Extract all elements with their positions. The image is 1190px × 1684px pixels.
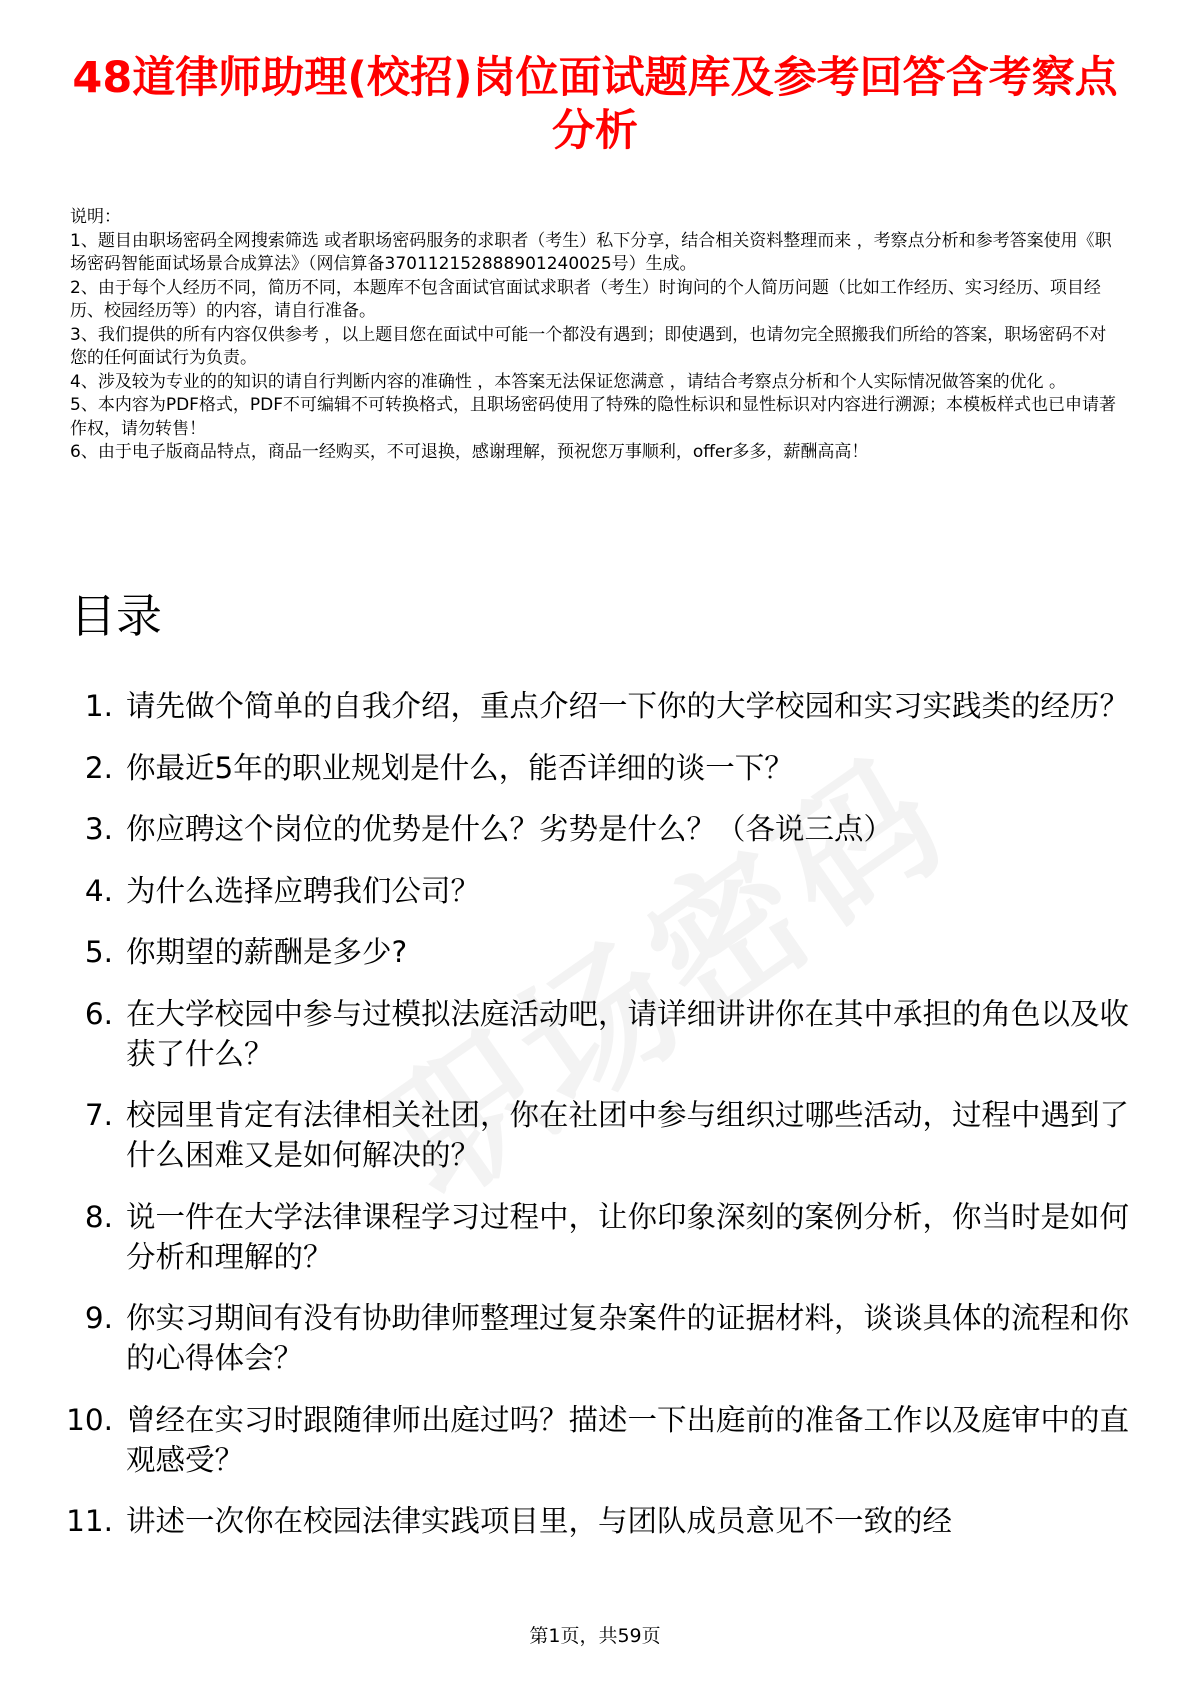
- toc-item[interactable]: [60, 748, 1140, 788]
- toc-item-text: 曾经在实习时跟随律师出庭过吗？描述一下出庭前的准备工作以及庭审中的直观感受？: [126, 1402, 1130, 1477]
- notes-heading: 说明：: [70, 207, 121, 227]
- toc-item-text: 你期望的薪酬是多少?: [126, 935, 408, 969]
- notes-section: [70, 206, 1122, 465]
- toc-item[interactable]: [60, 932, 1140, 972]
- toc-item[interactable]: [60, 1400, 1140, 1480]
- toc-item-text: 在大学校园中参与过模拟法庭活动吧，请详细讲讲你在其中承担的角色以及收获了什么？: [126, 996, 1130, 1071]
- toc-item-number: 6.: [84, 996, 113, 1031]
- toc-item[interactable]: [60, 994, 1140, 1074]
- note-item: 4、涉及较为专业的的知识的请自行判断内容的准确性 ，本答案无法保证您满意 ，请结合考察点分析和个人实际情况做答案的优化 。: [70, 371, 1067, 392]
- toc-item-number: 5.: [84, 935, 113, 969]
- toc-item-number: 8.: [84, 1199, 113, 1234]
- toc-item[interactable]: [60, 1197, 1140, 1277]
- toc-item-text: 请先做个简单的自我介绍，重点介绍一下你的大学校园和实习实践类的经历？: [126, 689, 1130, 723]
- toc-item[interactable]: [60, 871, 1140, 911]
- page-footer: 第1页，共59页: [529, 1625, 661, 1647]
- toc-item[interactable]: [60, 1298, 1140, 1378]
- toc-item-number: 3.: [84, 812, 113, 846]
- note-item: 3、我们提供的所有内容仅供参考 ，以上题目您在面试中可能一个都没有遇到；即使遇到，也请勿完全照搬我们所给的答案，职场密码不对您的任何面试行为负责。: [70, 324, 1107, 368]
- toc-item-number: 11.: [66, 1504, 113, 1538]
- toc-item-number: 7.: [84, 1098, 113, 1132]
- toc-heading: 目录: [70, 589, 162, 643]
- toc-item-text: 你应聘这个岗位的优势是什么？劣势是什么？（各说三点）: [126, 812, 894, 846]
- toc-item[interactable]: [60, 809, 1140, 849]
- note-item: 2、由于每个人经历不同，简历不同，本题库不包含面试官面试求职者（考生）时询问的个人简历问题（比如工作经历、实习经历、项目经历、校园经历等）的内容，请自行准备。: [70, 277, 1101, 321]
- toc-item-number: 4.: [84, 873, 113, 908]
- toc-item-text: 校园里肯定有法律相关社团，你在社团中参与组织过哪些活动，过程中遇到了什么困难又是如何解决的？: [126, 1098, 1130, 1172]
- toc-item-number: 10.: [66, 1402, 113, 1437]
- toc-item-text: 你最近5年的职业规划是什么，能否详细的谈一下？: [126, 750, 794, 785]
- document-title: 48道律师助理(校招)岗位面试题库及参考回答含考察点分析: [72, 53, 1118, 156]
- note-item: 6、由于电子版商品特点，商品一经购买，不可退换，感谢理解，预祝您万事顺利，offer多多，薪酬高高！: [70, 442, 869, 462]
- toc-item-text: 你实习期间有没有协助律师整理过复杂案件的证据材料，谈谈具体的流程和你的心得体会？: [126, 1301, 1130, 1375]
- toc-item-text: 讲述一次你在校园法律实践项目里，与团队成员意见不一致的经: [126, 1504, 953, 1538]
- toc-item-text: 为什么选择应聘我们公司？: [126, 873, 481, 908]
- toc-item[interactable]: [60, 686, 1140, 726]
- toc-item[interactable]: [60, 1501, 1140, 1541]
- toc-item-number: 1.: [84, 689, 113, 723]
- toc-item-text: 说一件在大学法律课程学习过程中，让你印象深刻的案例分析，你当时是如何分析和理解的？: [126, 1199, 1130, 1274]
- table-of-contents: [60, 686, 1140, 1563]
- toc-item-number: 2.: [84, 750, 113, 785]
- toc-item[interactable]: [60, 1095, 1140, 1175]
- note-item: 1、题目由职场密码全网搜索筛选 或者职场密码服务的求职者（考生）私下分享，结合相关资料整理而来 ，考察点分析和参考答案使用《职场密码智能面试场景合成算法》（网信算备370112152888901240025号）生成。: [70, 230, 1112, 274]
- note-item: 5、本内容为PDF格式，PDF不可编辑不可转换格式，且职场密码使用了特殊的隐性标识和显性标识对内容进行溯源；本模板样式也已申请著作权，请勿转售！: [70, 395, 1117, 439]
- toc-item-number: 9.: [84, 1301, 113, 1335]
